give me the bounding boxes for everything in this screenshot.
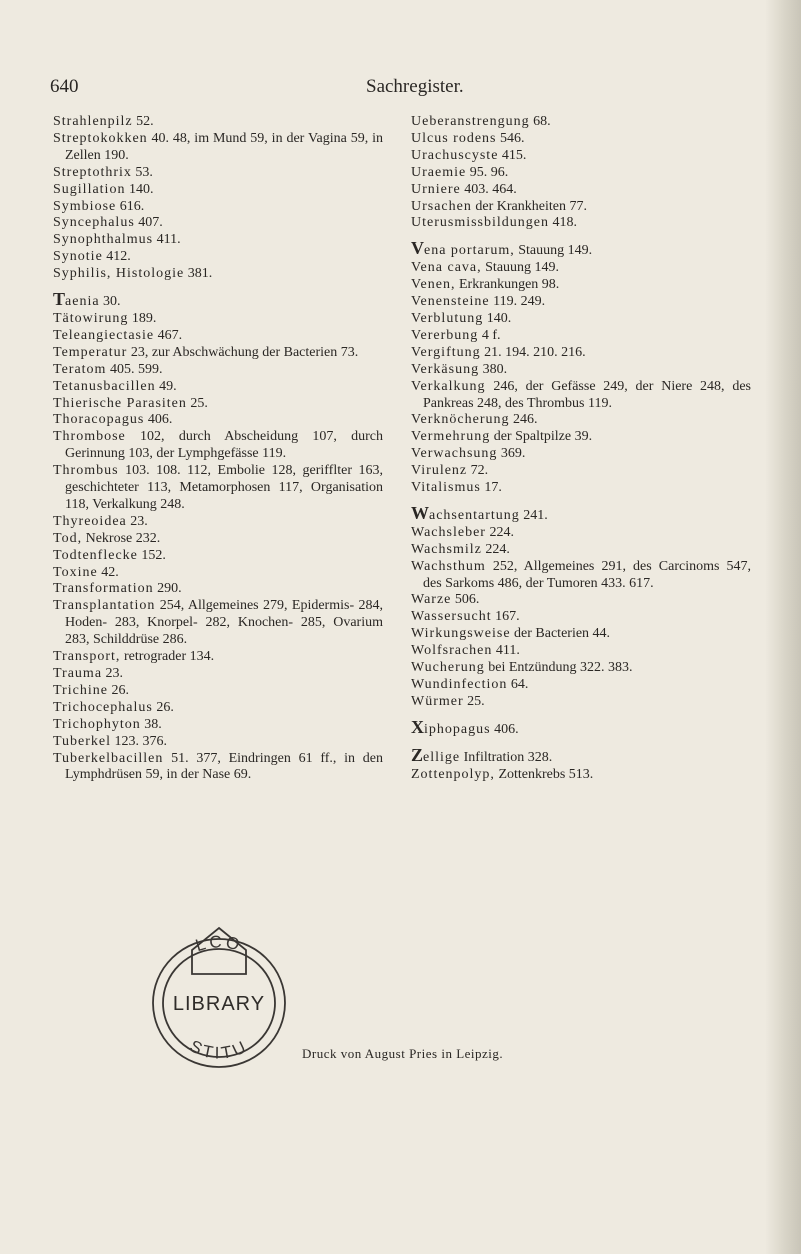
index-term-text: Streptokokken	[53, 130, 148, 146]
index-term	[411, 238, 515, 259]
index-term-text: Symbiose	[53, 198, 117, 214]
index-term	[53, 700, 153, 715]
index-term	[411, 412, 510, 427]
index-references: 246, der Gefässe 249, der Niere 248, des Pankreas 248, des Thrombus 119.	[423, 378, 751, 411]
index-references: 189.	[128, 310, 157, 326]
index-term	[411, 114, 530, 129]
index-references: 252, Allgemeines 291, des Carcinoms 547, des Sarkoms 486, der Tumoren 433. 617.	[423, 558, 751, 591]
index-term	[53, 215, 135, 230]
index-term	[411, 311, 483, 326]
index-term	[53, 249, 103, 264]
index-references: 38.	[140, 716, 162, 732]
index-entry	[411, 345, 751, 362]
index-term	[411, 463, 467, 478]
index-entry	[411, 502, 751, 525]
index-entry	[411, 446, 751, 463]
index-term-text: iphopagus	[424, 721, 491, 737]
index-term	[53, 232, 153, 247]
index-references: 506.	[451, 592, 480, 608]
index-term-text: Wundinfection	[411, 677, 508, 692]
index-entry	[411, 131, 751, 148]
index-term-text: Tuberkel	[53, 733, 112, 749]
index-entry	[53, 232, 383, 249]
index-term-text: Verblutung	[411, 310, 484, 326]
index-entry	[53, 649, 383, 666]
index-term	[411, 502, 520, 523]
index-references: Stauung 149.	[481, 260, 560, 276]
index-references: der Bacterien 44.	[510, 626, 611, 642]
index-references: 381.	[184, 266, 213, 282]
index-entry	[411, 677, 751, 694]
index-term-text: Vena cava,	[411, 260, 482, 276]
index-entry	[411, 694, 751, 711]
index-entry	[411, 643, 751, 660]
index-term-text: Streptothrix	[53, 164, 132, 180]
index-term	[53, 131, 148, 146]
index-references: 254, Allgemeines 279, Epidermis- 284, Hoden- 283, Knorpel- 282, Knochen- 285, Ovarium 283, Schilddrüse 286.	[65, 598, 383, 648]
index-references: 52.	[132, 114, 154, 129]
index-term	[411, 626, 511, 641]
index-term-text: Wassersucht	[411, 609, 492, 625]
index-term-text: Thrombus	[53, 463, 119, 479]
index-term-text: Virulenz	[411, 463, 468, 479]
index-term-text: Teratom	[53, 361, 107, 377]
index-entry	[411, 328, 751, 345]
index-entry	[53, 531, 383, 548]
index-term	[53, 379, 156, 394]
index-references: 152.	[137, 547, 166, 563]
index-term	[411, 592, 451, 607]
index-term	[411, 215, 549, 230]
index-term-text: Syphilis, Histologie	[53, 266, 185, 282]
index-term	[411, 165, 466, 180]
index-entry	[411, 626, 751, 643]
index-references: 405. 599.	[106, 361, 163, 377]
index-term-text: Venensteine	[411, 294, 490, 310]
index-term	[53, 412, 144, 427]
index-term	[411, 716, 491, 737]
index-entry	[411, 199, 751, 216]
index-references: 4 f.	[478, 327, 501, 343]
index-term	[411, 767, 495, 782]
index-entry	[53, 429, 383, 463]
library-stamp	[140, 922, 298, 1080]
index-term-text: Wucherung	[411, 660, 485, 676]
index-term-text: Synotie	[53, 249, 103, 265]
index-term	[411, 199, 472, 214]
index-references: 380.	[479, 361, 508, 377]
index-term-text: Toxine	[53, 564, 98, 580]
index-references: 290.	[153, 581, 182, 597]
index-term-text: aenia	[65, 294, 100, 310]
index-term-text: Thoracopagus	[53, 412, 145, 428]
index-references: 369.	[497, 446, 526, 462]
index-term	[53, 666, 102, 681]
index-term	[411, 182, 461, 197]
index-entry	[411, 592, 751, 609]
index-term-text: Thyreoidea	[53, 513, 127, 529]
index-term	[411, 542, 482, 557]
index-term	[53, 345, 127, 360]
index-term-text: Synophthalmus	[53, 232, 154, 248]
index-term-text: Sugillation	[53, 181, 126, 197]
index-term-text: Warze	[411, 592, 452, 608]
index-term	[411, 362, 479, 377]
index-term	[411, 525, 486, 540]
index-term	[53, 114, 133, 129]
index-entry	[411, 114, 751, 131]
index-references: 17.	[480, 480, 502, 496]
index-references: 68.	[529, 114, 551, 129]
index-references: 102, durch Abscheidung 107, durch Gerinnung 103, der Lymphgefässe 119.	[65, 429, 383, 462]
index-term	[411, 480, 481, 495]
index-term-text: Uterusmissbildungen	[411, 215, 549, 231]
index-entry	[411, 362, 751, 379]
index-term	[53, 598, 155, 613]
index-term-text: Ulcus rodens	[411, 130, 497, 146]
index-entry	[53, 291, 383, 311]
index-references: 418.	[549, 215, 577, 231]
index-term	[411, 660, 485, 675]
index-entry	[53, 412, 383, 429]
index-term-text: Verkalkung	[411, 378, 486, 394]
index-term-text: Zottenpolyp,	[411, 766, 495, 782]
index-term	[411, 345, 481, 360]
index-entry	[53, 199, 383, 216]
index-term	[53, 429, 126, 444]
index-references: 72.	[467, 463, 489, 479]
index-entry	[53, 328, 383, 345]
index-term-text: Transport,	[53, 649, 121, 665]
index-term	[53, 531, 82, 546]
index-entry	[411, 660, 751, 677]
index-term-text: Syncephalus	[53, 215, 135, 231]
index-term-text: Ueberanstrengung	[411, 114, 530, 129]
svg-text:LCO	[193, 932, 244, 955]
index-term-text: Ursachen	[411, 198, 472, 214]
index-term	[53, 199, 116, 214]
index-references: 40. 48, im Mund 59, in der Vagina 59, in Zellen 190.	[65, 130, 383, 163]
index-entry	[411, 429, 751, 446]
index-references: 26.	[152, 699, 174, 715]
index-term-text: Tuberkelbacillen	[53, 750, 164, 766]
index-term-text: Würmer	[411, 693, 464, 709]
index-term	[53, 683, 108, 698]
index-entry	[411, 609, 751, 626]
index-references: 140.	[125, 181, 154, 197]
index-entry	[411, 165, 751, 182]
index-entry	[53, 734, 383, 751]
index-term-text: ellige	[423, 749, 461, 765]
index-term	[411, 328, 478, 343]
index-entry	[411, 379, 751, 413]
index-entry	[411, 716, 751, 739]
index-references: Erkrankungen 98.	[455, 277, 560, 293]
index-entry	[53, 114, 383, 131]
index-entry	[411, 463, 751, 480]
index-term-text: Vitalismus	[411, 480, 481, 496]
index-term-text: Wachsthum	[411, 558, 486, 574]
letter-section-initial: V	[411, 238, 424, 259]
index-entry	[53, 581, 383, 598]
index-references: 25.	[463, 693, 485, 709]
index-entry	[53, 548, 383, 565]
index-references: Nekrose 232.	[82, 530, 161, 546]
index-term-text: Venen,	[411, 277, 456, 293]
index-references: 412.	[102, 249, 131, 265]
index-term	[53, 362, 106, 377]
index-term	[53, 751, 163, 766]
index-term	[411, 379, 486, 394]
index-term-text: Tätowirung	[53, 310, 129, 326]
index-entry	[411, 480, 751, 497]
index-entry	[53, 666, 383, 683]
index-term	[411, 643, 492, 658]
library-stamp-graphic	[140, 922, 298, 1080]
index-references: Stauung 149.	[514, 243, 593, 259]
index-entry	[53, 683, 383, 700]
stamp-bottom-text: STITU	[186, 1036, 252, 1063]
index-entry	[411, 182, 751, 199]
index-entry	[53, 249, 383, 266]
index-term	[411, 429, 490, 444]
index-entry	[411, 559, 751, 593]
index-term	[53, 581, 154, 596]
index-entry	[53, 131, 383, 165]
page-edge-shadow	[765, 0, 801, 1254]
index-term-text: Verknöcherung	[411, 412, 510, 428]
index-references: 53.	[131, 164, 153, 180]
index-entry	[411, 525, 751, 542]
index-term-text: Trichocephalus	[53, 699, 153, 715]
index-entry	[53, 215, 383, 232]
index-term-text: Wachsmilz	[411, 541, 482, 557]
index-term-text: Uraemie	[411, 164, 467, 180]
index-term	[53, 548, 138, 563]
index-references: 23.	[126, 513, 148, 529]
stamp-top-text: LCO	[193, 932, 245, 956]
index-references: 224.	[481, 541, 510, 557]
index-term-text: Vererbung	[411, 327, 479, 343]
index-references: bei Entzündung 322. 383.	[484, 660, 633, 676]
index-term-text: Vermehrung	[411, 429, 491, 445]
index-term	[411, 559, 486, 574]
index-references: 406.	[144, 412, 173, 428]
index-entry	[411, 215, 751, 232]
index-term	[411, 609, 492, 624]
index-term-text: Wachsleber	[411, 524, 486, 540]
index-references: 49.	[155, 378, 177, 394]
index-references: 467.	[154, 327, 183, 343]
index-entry	[411, 294, 751, 311]
index-term	[411, 677, 507, 692]
index-entry	[53, 362, 383, 379]
index-term	[53, 463, 119, 478]
index-entry	[53, 463, 383, 514]
index-term-text: Temperatur	[53, 344, 128, 360]
index-entry	[53, 598, 383, 649]
index-entry	[411, 277, 751, 294]
index-term	[53, 734, 111, 749]
index-references: 411.	[492, 643, 520, 659]
index-entry	[53, 396, 383, 413]
index-term-text: Verkäsung	[411, 361, 480, 377]
index-references: der Spaltpilze 39.	[490, 429, 593, 445]
index-references: 42.	[97, 564, 119, 580]
index-entry	[411, 311, 751, 328]
index-term	[411, 260, 482, 275]
index-column-left	[53, 114, 383, 784]
index-term	[411, 744, 461, 765]
index-term	[53, 565, 98, 580]
letter-section-initial: W	[411, 502, 429, 523]
letter-section-initial: T	[53, 289, 66, 310]
index-term-text: Thierische Parasiten	[53, 395, 187, 411]
letter-section-initial: X	[411, 716, 424, 737]
index-term-text: Trichophyton	[53, 716, 141, 732]
index-term	[411, 277, 456, 292]
index-entry	[411, 260, 751, 277]
svg-text:STITU	[187, 1036, 252, 1062]
index-term-text: Todtenflecke	[53, 547, 138, 563]
index-references: 415.	[498, 147, 527, 163]
index-term	[53, 182, 125, 197]
index-references: 546.	[496, 130, 525, 146]
index-term-text: achsentartung	[429, 507, 520, 523]
index-entry	[53, 379, 383, 396]
index-entry	[53, 514, 383, 531]
index-references: 30.	[99, 294, 121, 310]
index-entry	[411, 744, 751, 767]
index-references: 241.	[519, 507, 548, 523]
index-references: 119. 249.	[489, 294, 546, 310]
index-term	[53, 311, 128, 326]
index-term-text: Trichine	[53, 682, 108, 698]
index-entry	[53, 700, 383, 717]
index-entry	[53, 165, 383, 182]
index-term-text: Urachuscyste	[411, 147, 499, 163]
index-references: 411.	[153, 232, 181, 248]
index-entry	[53, 717, 383, 734]
index-references: 140.	[483, 310, 512, 326]
index-references: 21. 194. 210. 216.	[480, 344, 586, 360]
index-term	[53, 717, 141, 732]
index-references: 64.	[507, 677, 529, 692]
index-entry	[53, 751, 383, 785]
index-references: 103. 108. 112, Embolie 128, gerifflter 163, geschichteter 113, Metamorphosen 117, Organisation 118, Verkalkung 248.	[65, 463, 383, 512]
letter-section-initial: Z	[411, 744, 424, 765]
index-entry	[53, 345, 383, 362]
index-entry	[53, 266, 383, 283]
index-term	[411, 694, 464, 709]
index-term-text: Vergiftung	[411, 344, 481, 360]
index-term-text: Transplantation	[53, 598, 156, 614]
index-references: 23.	[102, 666, 124, 681]
index-term-text: Tod,	[53, 530, 83, 546]
index-term-text: Wirkungsweise	[411, 626, 511, 642]
index-term	[53, 266, 184, 281]
index-references: Infiltration 328.	[460, 749, 553, 765]
index-entry	[411, 542, 751, 559]
index-entry	[53, 311, 383, 328]
index-references: 26.	[107, 682, 129, 698]
index-references: 224.	[485, 524, 514, 540]
index-term-text: Wolfsrachen	[411, 643, 493, 659]
index-term	[411, 131, 497, 146]
printer-imprint: Druck von August Pries in Leipzig.	[302, 1046, 504, 1061]
index-references: 25.	[186, 395, 208, 411]
index-references: 407.	[134, 215, 163, 231]
index-entry	[411, 148, 751, 165]
index-references: 616.	[116, 198, 145, 214]
index-term	[53, 649, 120, 664]
index-term	[411, 446, 497, 461]
index-entry	[411, 767, 751, 784]
index-references: der Krankheiten 77.	[471, 198, 587, 214]
index-term-text: Transformation	[53, 581, 154, 597]
index-term-text: ena portarum,	[424, 243, 515, 259]
index-entry	[53, 565, 383, 582]
index-references: 95. 96.	[466, 164, 509, 180]
index-term-text: Urniere	[411, 181, 461, 197]
index-term	[53, 328, 154, 343]
index-references: 123. 376.	[111, 733, 168, 749]
index-references: 167.	[491, 609, 520, 625]
running-head: Sachregister.	[366, 76, 464, 97]
index-term	[411, 148, 498, 163]
index-term	[53, 514, 127, 529]
index-column-right	[411, 114, 751, 784]
index-entry	[411, 240, 751, 260]
index-term	[53, 289, 100, 310]
index-references: 403. 464.	[460, 181, 517, 197]
index-term-text: Trauma	[53, 666, 103, 681]
page-header	[50, 76, 750, 100]
index-term	[411, 294, 490, 309]
page-number: 640	[50, 76, 79, 97]
index-term-text: Strahlenpilz	[53, 114, 133, 129]
index-term	[53, 165, 132, 180]
index-entry	[411, 412, 751, 429]
index-term	[53, 396, 187, 411]
index-entry	[53, 182, 383, 199]
index-references: 246.	[509, 412, 538, 428]
index-references: retrograder 134.	[120, 649, 215, 665]
index-term-text: Thrombose	[53, 429, 126, 445]
stamp-center-text: LIBRARY	[172, 993, 266, 1015]
index-references: 406.	[490, 721, 519, 737]
index-term-text: Verwachsung	[411, 446, 498, 462]
index-references: 23, zur Abschwächung der Bacterien 73.	[127, 344, 359, 360]
index-term-text: Teleangiectasie	[53, 327, 155, 343]
index-term-text: Tetanusbacillen	[53, 378, 156, 394]
index-references: 51. 377, Eindringen 61 ff., in den Lymphdrüsen 59, in der Nase 69.	[65, 750, 383, 783]
index-references: Zottenkrebs 513.	[494, 766, 594, 782]
